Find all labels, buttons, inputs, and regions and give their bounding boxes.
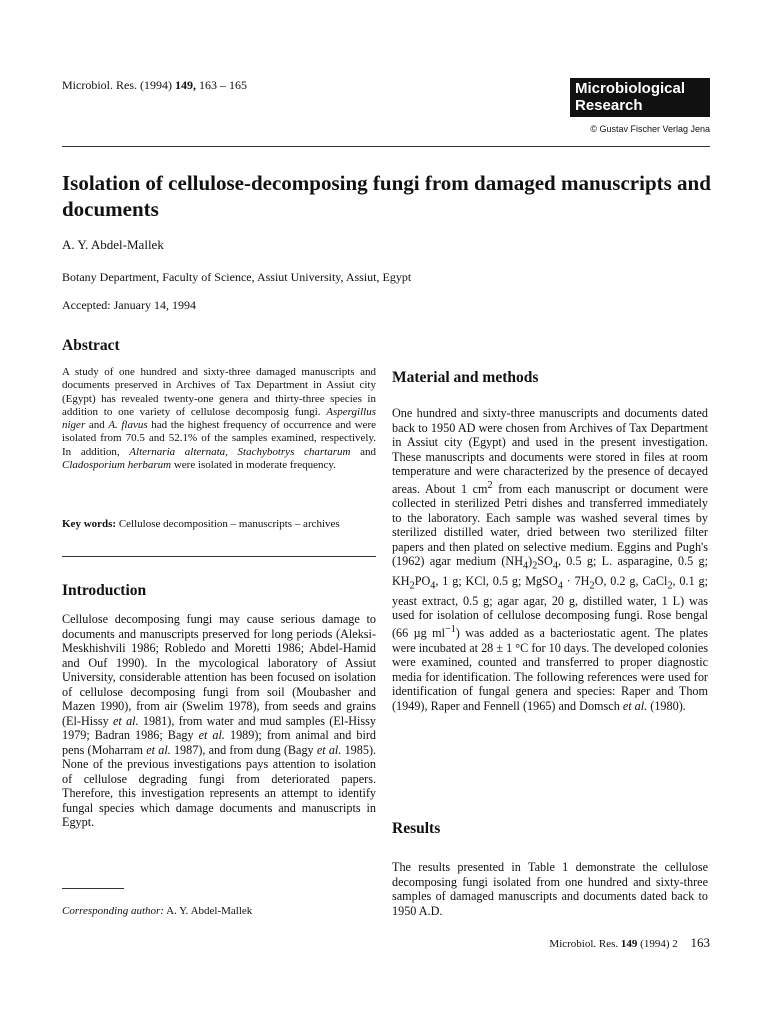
page-number: 163 [690,935,710,950]
citation-header [62,78,247,93]
footer-volume: 149 [620,938,638,950]
journal-abbrev: Microbiol. Res. [62,78,137,92]
methods-heading: Material and methods [392,369,539,386]
author-line: A. Y. Abdel-Mallek [62,237,164,252]
introduction-heading: Introduction [62,582,147,599]
results-body: The results presented in Table 1 demonstrate the cellulose decomposing fungi isolated from one hundred and sixty-three samples of damaged manuscripts and documents dated back to 1950 A.D. [392,860,708,918]
abstract-heading: Abstract [62,337,120,354]
page-footer [510,935,710,951]
footnote-divider [62,888,124,889]
footer-journal: Microbiol. Res. [549,938,619,950]
journal-logo-box [570,78,710,117]
abstract-body: A study of one hundred and sixty-three damaged manuscripts and documents preserved in Archives of Tax Department in Assiut city (Egypt) has revealed twenty-one genera and thirty-three species in addition to one variety of cellulose decomposig fungi. Aspergillus niger and A. flavus had the highest frequency of occurrence and were isolated from 70.5 and 52.1% of the samples examined, respectively. In addition, Alternaria alternata, Stachybotrys chartarum and Cladosporium herbarum were isolated in moderate frequency. [62,366,377,472]
citation-year: (1994) [140,78,172,92]
corresponding-author [62,905,252,917]
citation-volume: 149, [175,78,196,92]
methods-body: One hundred and sixty-three manuscripts and documents dated back to 1950 AD were chosen from Archives of Tax Department in Assiut city (Egypt) and used in the present investigation. These manuscripts and documents were stored in files at room temperature and were characterized by the presence of decayed areas. About 1 $cm^2$ from each manuscript or document were collected in sterilized Petri dishes and transferred immediately to the laboratory. Each sample was washed several times by sterilized distilled water, dried between two sterilized filter papers and then plated on selective medium. Eggins and Pugh's (1962) agar medium $(NH_4)_2SO_4$, 0.5 g; L. asparagine, 0.5 g; $KH_2PO_4$, 1 g; KCl, 0.5 g; MgSO$_4$ · $7H_2O$, 0.2 g, CaCl$_2$, 0.1 g; yeast extract, 0.5 g; agar agar, 20 g, distilled water, 1 L) was used for isolation of cellulose decomposing fungi. Rose bengal (66 µg $ml^{-1}$) was added as a bacteriostatic agent. The plates were incubated at 28 ± 1 °C for 10 days. The developed colonies were examined, counted and transferred to proper diagnostic media for identification. The following references were used for identification of fungal genera and species: Raper and Thom (1949), Raper and Fennell (1965) and Domsch et al. (1980). [392,406,709,713]
citation-pages: 163 – 165 [199,78,247,92]
corresponding-name: A. Y. Abdel-Mallek [166,905,253,917]
publisher-line: © Gustav Fischer Verlag Jena [590,124,710,134]
footer-issue: (1994) 2 [640,938,678,950]
keywords-label: Key words: [62,518,117,530]
journal-name-line2: Research [575,97,643,114]
header-divider [62,146,710,147]
accepted-date: Accepted: January 14, 1994 [62,298,196,312]
abstract-divider [62,556,376,557]
introduction-body: Cellulose decomposing fungi may cause serious damage to documents and manuscripts preserved for long periods (Aleksi-Meskhishvili 1986; Robledo and Moretti 1986; Abdel-Hamid and Ouf 1990). In the mycological laboratory of Assiut University, considerable attention has been focused on isolation of cellulose decomposing fungi from soil (Moubasher and Mazen 1990), from air (Swelim 1978), from seeds and grains (El-Hissy et al. 1981), from water and mud samples (El-Hissy 1979; Badran 1986; Bagy et al. 1989); from animal and bird pens (Moharram et al. 1987), and from dung (Bagy et al. 1985). None of the previous investigations pays attention to isolation of cellulose degrading fungi from deteriorated papers. Therefore, this investigation represents an attempt to identify fungal species which damage documents and manuscripts in Egypt. [62,612,377,829]
corresponding-label: Corresponding author: [62,905,164,917]
keywords-text: Cellulose decomposition – manuscripts – archives [118,518,340,530]
results-heading: Results [392,820,441,837]
journal-name-line1: Microbiological [575,80,686,97]
keywords [62,518,376,531]
article-title: Isolation of cellulose-decomposing fungi from damaged manuscripts and documents [62,171,711,221]
affiliation-line: Botany Department, Faculty of Science, Assiut University, Assiut, Egypt [62,270,412,284]
